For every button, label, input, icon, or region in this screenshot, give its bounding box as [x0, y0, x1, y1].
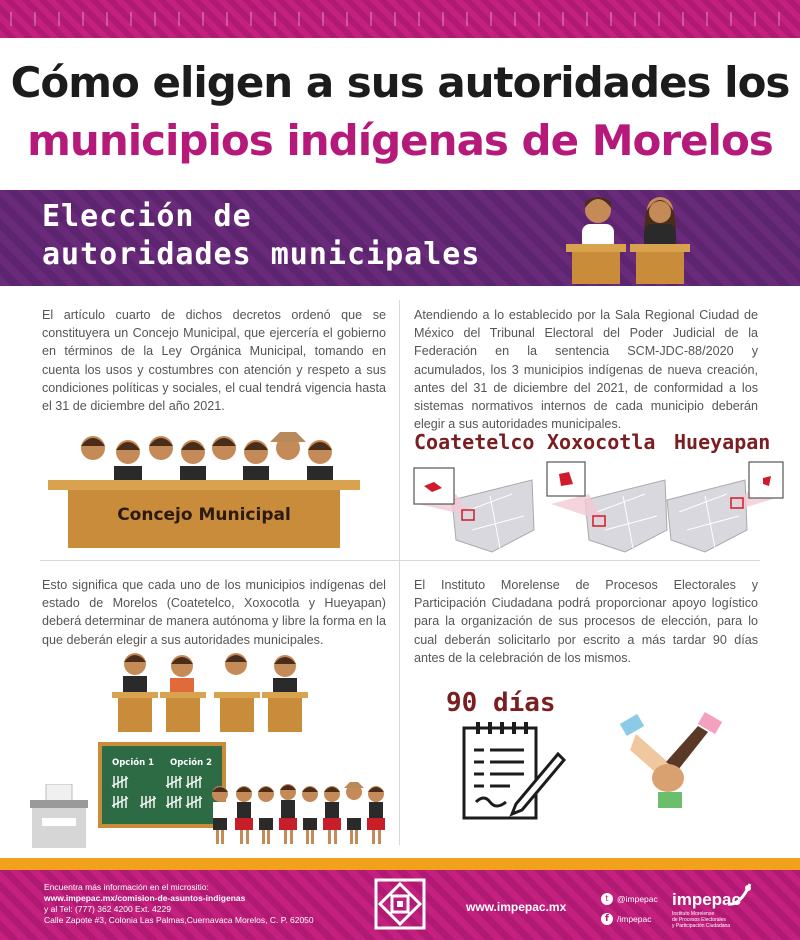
- map-xoxocotla: [545, 460, 669, 554]
- concejo-label: Concejo Municipal: [117, 505, 291, 525]
- blackboard-option-1: Opción 1: [112, 758, 155, 768]
- concejo-illustration: [48, 428, 360, 550]
- paragraph-sentencia: Atendiendo a lo establecido por la Sala Regional Ciudad de México del Tribunal Electoral del Poder Judicial de la Federación en la sentencia SCM-JDC-88/2020 y acumulados, los 3 municipios indígenas de nueva creación, antes del 31 de diciembre del 2021, de conformidad a los sistemas normativos internos de cada municipio deberán elegir a sus autoridades municipales.: [414, 308, 758, 432]
- impepac-logo-subtitle: [672, 911, 730, 929]
- top-pattern-band: [0, 0, 800, 38]
- days-label: 90 días: [446, 688, 556, 718]
- impepac-logo: impepac: [672, 890, 741, 909]
- row-divider: [40, 560, 760, 561]
- written-request-icon: [462, 722, 566, 822]
- map-coatetelco: [412, 460, 536, 554]
- column-divider: [399, 300, 400, 845]
- community-illustration: [206, 782, 390, 850]
- paragraph-impepac: El Instituto Morelense de Procesos Electorales y Participación Ciudadana podrá proporcionar apoyo logístico para la organización de sus procesos de elección, para lo cual deberán solicitarlo por escrito a más tardar 90 días antes de la celebración de los mismos.: [414, 578, 758, 665]
- footer-microsite-link[interactable]: www.impepac.mx/comision-de-asuntos-indigenas: [44, 893, 246, 903]
- section-title-line-1: Elección de: [42, 199, 252, 234]
- town-xoxocotla: Xoxocotla: [547, 430, 656, 454]
- title-line-1: Cómo eligen a sus autoridades los: [10, 58, 790, 107]
- blackboard-option-2: Opción 2: [170, 758, 213, 768]
- representatives-illustration: [110, 650, 310, 734]
- map-hueyapan: [665, 460, 789, 554]
- paragraph-concejo: El artículo cuarto de dichos decretos ordenó que se constituyera un Concejo Municipal, que ejercería el gobierno en términos de la Ley Orgánica Municipal, tomando en cuenta los usos y costumbres con atención y respeto a sus condiciones políticas y sociales, el cual tendrá vigencia hasta el 31 de diciembre del año 2021.: [42, 308, 386, 414]
- logo-sub-3: y Participación Ciudadana: [672, 923, 731, 929]
- footer-phone: y al Tel: (777) 362 4200 Ext. 4229: [44, 904, 171, 914]
- town-coatetelco: Coatetelco: [414, 430, 535, 454]
- footer-address: Calle Zapote #3, Colonia Las Palmas,Cuernavaca Morelos, C. P. 62050: [44, 915, 314, 925]
- footer-website[interactable]: www.impepac.mx: [466, 900, 567, 914]
- impepac-logo-mark: [724, 878, 756, 910]
- indigenous-pattern-icon: [372, 876, 428, 932]
- facebook-icon[interactable]: f: [601, 913, 613, 925]
- twitter-handle[interactable]: @impepac: [617, 894, 658, 904]
- ballot-box-icon: [28, 784, 90, 850]
- footer-microsite-label: Encuentra más información en el micrositio:: [44, 882, 209, 892]
- town-hueyapan: Hueyapan: [674, 430, 771, 454]
- title-line-2: municipios indígenas de Morelos: [27, 116, 773, 165]
- twitter-icon[interactable]: t: [601, 893, 613, 905]
- footer-accent-band: [0, 858, 800, 870]
- paragraph-autonomia: Esto significa que cada uno de los municipios indígenas del estado de Morelos (Coatetelco, Xoxocotla y Hueyapan) deberá determinar de manera autónoma y libre la forma en la que deberán elegir a sus autoridades municipales.: [42, 578, 386, 647]
- footer-info: [44, 882, 364, 926]
- logo-sub-2: de Procesos Electorales: [672, 917, 726, 923]
- section-title-line-2: autoridades municipales: [42, 237, 481, 272]
- section-title: [42, 198, 480, 274]
- handshake-icon: [618, 708, 726, 812]
- officials-illustration: [560, 188, 700, 286]
- logo-sub-1: Instituto Morelense: [672, 911, 715, 917]
- facebook-handle[interactable]: /impepac: [617, 914, 652, 924]
